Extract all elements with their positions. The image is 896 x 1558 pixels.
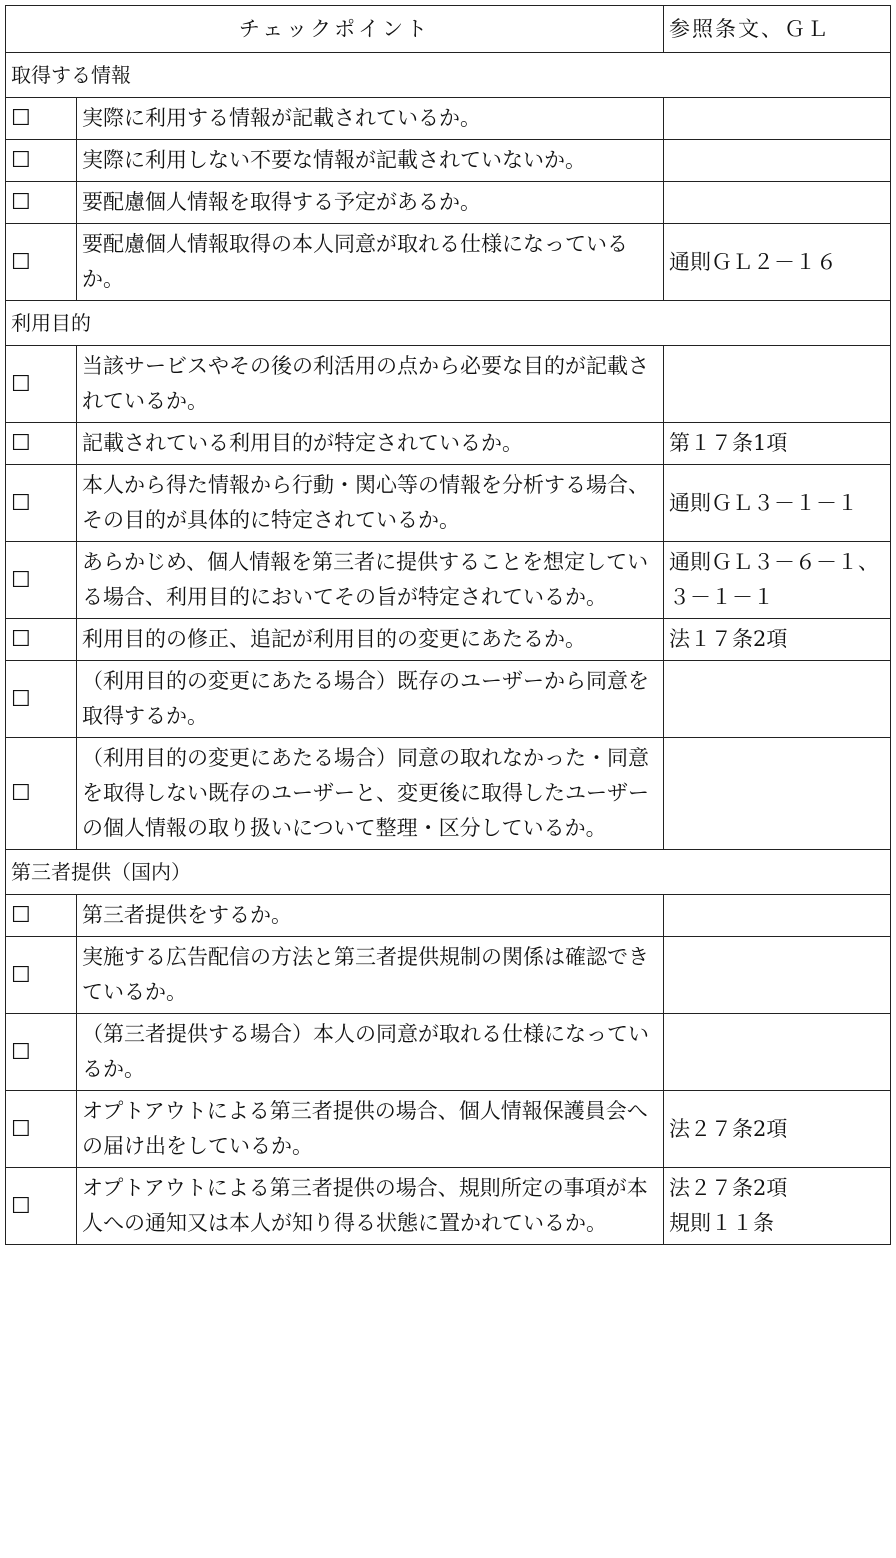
checklist-row xyxy=(6,1091,891,1168)
reference-cell xyxy=(664,423,891,465)
checkpoint-text: 実施する広告配信の方法と第三者提供規制の関係は確認できているか。 xyxy=(77,937,664,1014)
checklist-row xyxy=(6,423,891,465)
checkbox[interactable]: ☐ xyxy=(6,423,77,465)
checkpoint-text: 要配慮個人情報取得の本人同意が取れる仕様になっているか。 xyxy=(77,224,664,301)
checkbox[interactable]: ☐ xyxy=(6,895,77,937)
checklist-row xyxy=(6,224,891,301)
reference-cell xyxy=(664,937,891,1014)
reference-cell xyxy=(664,465,891,542)
checkpoint-text: 要配慮個人情報を取得する予定があるか。 xyxy=(77,182,664,224)
checkbox[interactable]: ☐ xyxy=(6,1014,77,1091)
checklist-row xyxy=(6,1168,891,1245)
checklist-row xyxy=(6,140,891,182)
checkbox[interactable]: ☐ xyxy=(6,182,77,224)
checkbox[interactable]: ☐ xyxy=(6,346,77,423)
checkbox[interactable]: ☐ xyxy=(6,224,77,301)
reference-cell xyxy=(664,895,891,937)
checklist-row xyxy=(6,346,891,423)
section-row xyxy=(6,53,891,98)
checkpoint-text: 実際に利用する情報が記載されているか。 xyxy=(77,98,664,140)
checklist-row xyxy=(6,895,891,937)
section-title: 利用目的 xyxy=(6,301,891,346)
checkbox[interactable]: ☐ xyxy=(6,738,77,850)
section-title: 第三者提供（国内） xyxy=(6,850,891,895)
checkbox[interactable]: ☐ xyxy=(6,937,77,1014)
reference-cell xyxy=(664,346,891,423)
reference-text: 第１７条1項 xyxy=(669,431,788,455)
checkpoint-text: オプトアウトによる第三者提供の場合、個人情報保護員会への届け出をしているか。 xyxy=(77,1091,664,1168)
checklist-row xyxy=(6,738,891,850)
checkbox[interactable]: ☐ xyxy=(6,661,77,738)
checkpoint-text: あらかじめ、個人情報を第三者に提供することを想定している場合、利用目的においてその旨が特定されているか。 xyxy=(77,542,664,619)
checklist-row xyxy=(6,619,891,661)
reference-text: 通則ＧＬ３－６－１、３－１－１ xyxy=(669,550,879,609)
reference-cell xyxy=(664,542,891,619)
reference-cell xyxy=(664,224,891,301)
checkbox[interactable]: ☐ xyxy=(6,619,77,661)
section-row xyxy=(6,850,891,895)
checkpoint-text: （利用目的の変更にあたる場合）既存のユーザーから同意を取得するか。 xyxy=(77,661,664,738)
checklist-row xyxy=(6,182,891,224)
reference-cell xyxy=(664,182,891,224)
reference-cell xyxy=(664,661,891,738)
checkpoint-text: 第三者提供をするか。 xyxy=(77,895,664,937)
section-title: 取得する情報 xyxy=(6,53,891,98)
checklist-body xyxy=(6,53,891,1245)
checklist-row xyxy=(6,661,891,738)
checkpoint-text: 利用目的の修正、追記が利用目的の変更にあたるか。 xyxy=(77,619,664,661)
checklist-table xyxy=(5,5,891,1245)
section-row xyxy=(6,301,891,346)
checkbox[interactable]: ☐ xyxy=(6,1091,77,1168)
reference-cell xyxy=(664,1014,891,1091)
reference-text: 法２７条2項 xyxy=(669,1176,788,1200)
checkpoint-text: 本人から得た情報から行動・関心等の情報を分析する場合、その目的が具体的に特定されているか。 xyxy=(77,465,664,542)
checkpoint-text: 記載されている利用目的が特定されているか。 xyxy=(77,423,664,465)
checklist-row xyxy=(6,98,891,140)
checkpoint-text: 当該サービスやその後の利活用の点から必要な目的が記載されているか。 xyxy=(77,346,664,423)
reference-cell xyxy=(664,1091,891,1168)
checklist-row xyxy=(6,1014,891,1091)
checkpoint-text: オプトアウトによる第三者提供の場合、規則所定の事項が本人への通知又は本人が知り得る状態に置かれているか。 xyxy=(77,1168,664,1245)
reference-cell xyxy=(664,619,891,661)
checklist-row xyxy=(6,542,891,619)
reference-cell xyxy=(664,1168,891,1245)
reference-text: 通則ＧＬ２－１６ xyxy=(669,249,837,274)
checkpoint-text: （利用目的の変更にあたる場合）同意の取れなかった・同意を取得しない既存のユーザーと、変更後に取得したユーザーの個人情報の取り扱いについて整理・区分しているか。 xyxy=(77,738,664,850)
reference-cell xyxy=(664,98,891,140)
checklist-row xyxy=(6,465,891,542)
reference-cell xyxy=(664,140,891,182)
checkbox[interactable]: ☐ xyxy=(6,465,77,542)
checkpoint-text: （第三者提供する場合）本人の同意が取れる仕様になっているか。 xyxy=(77,1014,664,1091)
reference-text: 規則１１条 xyxy=(669,1211,774,1235)
checkpoint-text: 実際に利用しない不要な情報が記載されていないか。 xyxy=(77,140,664,182)
reference-text: 法１７条2項 xyxy=(669,627,788,651)
checklist-row xyxy=(6,937,891,1014)
reference-text: 法２７条2項 xyxy=(669,1116,788,1141)
header-reference: 参照条文、ＧＬ xyxy=(664,6,891,53)
checkbox[interactable]: ☐ xyxy=(6,98,77,140)
reference-text: 通則ＧＬ３－１－１ xyxy=(669,490,858,515)
checkbox[interactable]: ☐ xyxy=(6,140,77,182)
header-checkpoint: チェックポイント xyxy=(6,6,664,53)
checkbox[interactable]: ☐ xyxy=(6,542,77,619)
header-row xyxy=(6,6,891,53)
reference-cell xyxy=(664,738,891,850)
checkbox[interactable]: ☐ xyxy=(6,1168,77,1245)
